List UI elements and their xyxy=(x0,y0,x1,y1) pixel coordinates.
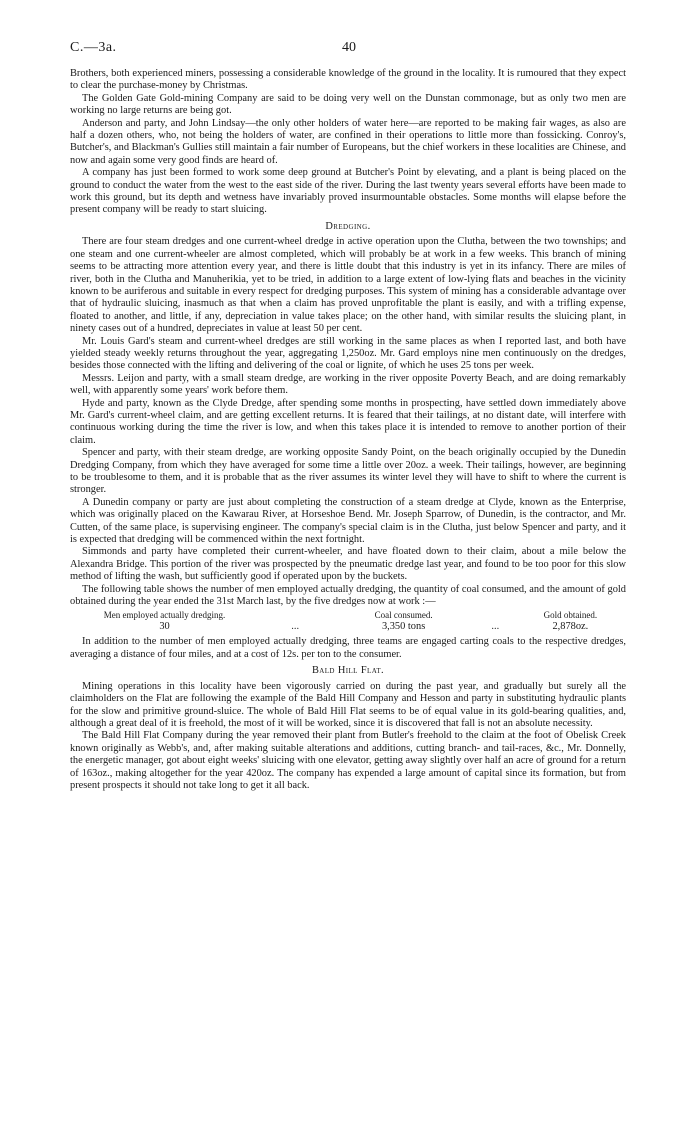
paragraph: Mining operations in this locality have been vigorously carried on during the past year, and gradually but surely all the claimholders on the Flat are following the example of the Bald Hill Company and Hesson and party in substituting hydraulic plants for the slow and primitive ground-sluice. The whole of Bald Hill Flat seems to be of equal value in its gold-bearing qualities, and, although a great deal of it is freehold, the most of it will be worked, since it is discovered that fall is not an absolute necessity. xyxy=(70,680,626,729)
section-heading-bald-hill-flat: Bald Hill Flat. xyxy=(311,665,385,677)
table-header-gold: Gold obtained. xyxy=(543,610,598,621)
paragraph: Mr. Louis Gard's steam and current-wheel dredges are still working in the same places as when I reported last, and both have yielded steady weekly returns throughout the year, aggregating 1,250oz. Mr. Gard employs nine men continuously on the dredges, besides those connected with the lifting and delivering of the coal or lignite, of which he uses 25 tons per week. xyxy=(70,335,626,372)
page-number: 40 xyxy=(342,40,356,55)
paragraph: In addition to the number of men employed actually dredging, three teams are engaged carting coals to the respective dredges, averaging a distance of four miles, and at a cost of 12s. per ton to the consumer. xyxy=(70,636,626,660)
paragraph: Spencer and party, with their steam dredge, are working opposite Sandy Point, on the beach originally occupied by the Dunedin Dredging Company, from which they have averaged for some time a little over 20oz. a week. Their tailings, however, are beginning to be troublesome to them, and it is probable that as the river assumes its winter level they will have to shift to where the current is stronger. xyxy=(70,447,626,496)
document-page xyxy=(70,42,626,792)
paragraph: Brothers, both experienced miners, possessing a considerable knowledge of the ground in the locality. It is rumoured that they expect to clear the purchase-money by Christmas. xyxy=(70,68,626,92)
table-leader: ... xyxy=(491,621,500,633)
table-header-men: Men employed actually dredging. xyxy=(103,610,226,621)
paragraph: Simmonds and party have completed their current-wheeler, and have floated down to their claim, about a mile below the Alexandra Bridge. This portion of the river was prospected by the pneumatic dredge last year, and found to be too poor for this slow method of lifting the wash, but sufficiently good if operated upon by the buckets. xyxy=(70,546,626,583)
dredging-table xyxy=(70,610,626,633)
paragraph: Messrs. Leijon and party, with a small steam dredge, are working in the river opposite Poverty Beach, and are doing remarkably well, with apparently some years' work before them. xyxy=(70,372,626,397)
table-cell-men: 30 xyxy=(159,621,170,633)
table-header-coal: Coal consumed. xyxy=(374,610,433,621)
paragraph: Hyde and party, known as the Clyde Dredge, after spending some months in prospecting, have settled down immediately above Mr. Gard's current-wheel claim, and are getting excellent returns. It is feared that their tailings, at no distant date, will interfere with continuous working during the time the river is low, and when this takes place it is intended to remove to another portion of their claim. xyxy=(70,397,626,446)
table-leader: ... xyxy=(291,621,300,633)
section-heading-dredging: Dredging. xyxy=(325,220,371,232)
paragraph: The Golden Gate Gold-mining Company are said to be doing very well on the Dunstan commonage, but as only two men are working no large returns are being got. xyxy=(70,92,626,117)
table-cell-coal: 3,350 tons xyxy=(381,621,426,633)
paragraph: A company has just been formed to work some deep ground at Butcher's Point by elevating, and a plant is being placed on the ground to conduct the water from the west to the east side of the river. During the last twenty years several efforts have been made to work this ground, but its depth and wetness have invariably proved insurmountable obstacles. Some months will elapse before the present company will be ready to start sluicing. xyxy=(70,167,626,216)
page-header xyxy=(70,42,626,68)
document-code: C.—3a. xyxy=(70,40,117,55)
paragraph: A Dunedin company or party are just about completing the construction of a steam dredge at Clyde, known as the Enterprise, which was originally placed on the Kawarau River, at Horseshoe Bend. Mr. Joseph Sparrow, of Dunedin, is the contractor, and Mr. Cutten, of the same place, is supervising engineer. The company's special claim is in the Clutha, just below Spencer and party, and it is expected that dredging will be commenced within the next fortnight. xyxy=(70,496,626,546)
paragraph: There are four steam dredges and one current-wheel dredge in active operation upon the Clutha, between the two townships; and one steam and one current-wheeler are almost completed, which will probably be at work in a few weeks. This branch of mining seems to be attracting more attention every year, and there is little doubt that this industry is yet in its infancy. There are miles of river, both in the Clutha and Manuherikia, yet to be tried, in addition to a large extent of low-lying flats and beaches in the vicinity known to be auriferous and suitable in every respect for dredging purposes. This system of mining has a considerable advantage over that of hydraulic sluicing, inasmuch as that when a claim has proved unprofitable the plant is easily, and with a trifling expense, floated to another, and little, if any, depreciation in value takes place; on the other hand, with similar results the sluicing plant, in ninety cases out of a hundred, depreciates in value at least 50 per cent. xyxy=(70,236,626,335)
paragraph: The Bald Hill Flat Company during the year removed their plant from Butler's freehold to the claim at the foot of Obelisk Creek known originally as Webb's, and, after making suitable alterations and additions, cutting branch- and tail-races, &c., Mr. Donnelly, the energetic manager, got about eight weeks' sluicing with one elevator, getting away slightly over half an acre of ground for a return of 163oz., making altogether for the year 420oz. The company has expended a large amount of capital since its formation, but from present prospects it should not take long to get it all back. xyxy=(70,730,626,791)
paragraph: Anderson and party, and John Lindsay—the only other holders of water here—are reported to be making fair wages, as also are half a dozen others, who, not being the holders of water, are confined in their operations to little more than fossicking. Conroy's, Butcher's, and Blackman's Gullies still maintain a fair number of Europeans, but the chief workers in these localities are Chinese, and now and again some very good finds are heard of. xyxy=(70,117,626,166)
paragraph: The following table shows the number of men employed actually dredging, the quantity of coal consumed, and the amount of gold obtained during the year ended the 31st March last, by the five dredges now at work :— xyxy=(70,583,626,608)
table-cell-gold: 2,878oz. xyxy=(552,621,589,633)
